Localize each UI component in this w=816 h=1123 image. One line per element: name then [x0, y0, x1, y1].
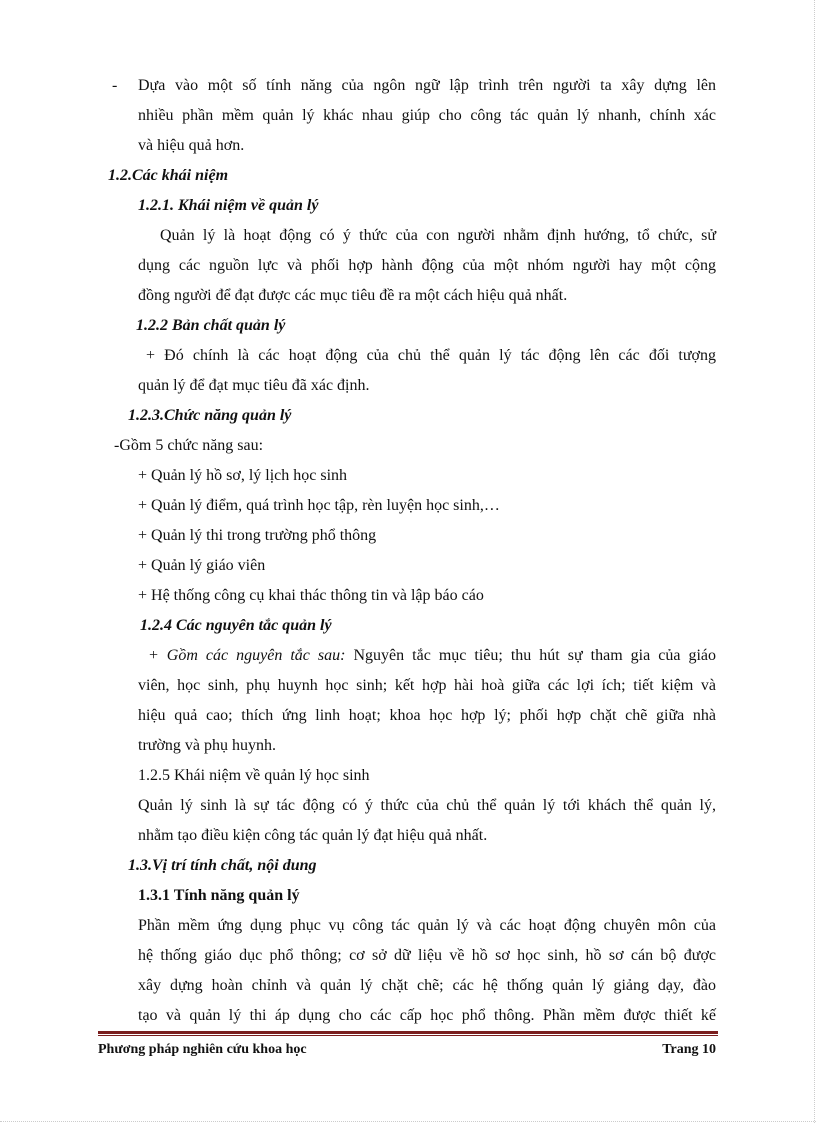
bullet-dash: - — [112, 77, 118, 94]
heading-1-2-3: 1.2.3.Chức năng quản lý — [128, 407, 292, 424]
para-6-line-1: Phần mềm ứng dụng phục vụ công tác quản lý và các hoạt động chuyên môn của — [138, 917, 716, 934]
para-4-line-4: trường và phụ huynh. — [138, 737, 277, 754]
bullet-line-3: và hiệu quả hơn. — [138, 137, 245, 154]
para-2-line-1: + Đó chính là các hoạt động của chủ thể quản lý tác động lên các đối tượng — [146, 347, 716, 364]
heading-1-3-1: 1.3.1 Tính năng quản lý — [138, 887, 300, 904]
bullet-line-1: Dựa vào một số tính năng của ngôn ngữ lập trình trên người ta xây dựng lên — [138, 77, 716, 94]
para-1-line-1: Quản lý là hoạt động có ý thức của con người nhằm định hướng, tổ chức, sử — [160, 227, 716, 244]
para-6-line-2: hệ thống giáo dục phổ thông; cơ sở dữ liệu về hồ sơ học sinh, hồ sơ cán bộ được — [138, 947, 716, 964]
function-item-3: + Quản lý thi trong trường phổ thông — [138, 527, 377, 544]
footer-rule-thin — [98, 1035, 718, 1036]
bullet-line-2: nhiều phần mềm quản lý khác nhau giúp cho công tác quản lý nhanh, chính xác — [138, 107, 716, 124]
para-1-line-3: đồng người để đạt được các mục tiêu đề ra một cách hiệu quả nhất. — [138, 287, 568, 304]
para-4-line-1 — [148, 646, 716, 666]
principles-rest: Nguyên tắc mục tiêu; thu hút sự tham gia của giáo — [353, 647, 716, 664]
para-4-line-3: hiệu quả cao; thích ứng linh hoạt; khoa học hợp lý; phối hợp chặt chẽ giữa nhà — [138, 707, 716, 724]
para-6-line-4: tạo và quản lý thi áp dụng cho các cấp học phổ thông. Phần mềm được thiết kế — [138, 1007, 716, 1024]
footer-rule-thick — [98, 1031, 718, 1034]
function-item-1: + Quản lý hồ sơ, lý lịch học sinh — [138, 467, 348, 484]
functions-intro: -Gồm 5 chức năng sau: — [114, 437, 264, 454]
para-5-line-2: nhằm tạo điều kiện công tác quản lý đạt hiệu quả nhất. — [138, 827, 488, 844]
heading-1-3: 1.3.Vị trí tính chất, nội dung — [128, 857, 317, 874]
heading-1-2-4: 1.2.4 Các nguyên tắc quản lý — [140, 617, 332, 634]
heading-1-2: 1.2.Các khái niệm — [108, 167, 229, 184]
heading-1-2-2: 1.2.2 Bản chất quản lý — [136, 317, 286, 334]
para-2-line-2: quản lý để đạt mục tiêu đã xác định. — [138, 377, 370, 394]
function-item-5: + Hệ thống công cụ khai thác thông tin và lập báo cáo — [138, 587, 484, 604]
function-item-2: + Quản lý điểm, quá trình học tập, rèn luyện học sinh,… — [138, 497, 500, 514]
footer-title: Phương pháp nghiên cứu khoa học — [98, 1042, 307, 1057]
para-1-line-2: dụng các nguồn lực và phối hợp hành động của một nhóm người hay một cộng — [138, 257, 716, 274]
principles-lead: + Gồm các nguyên tắc sau: — [148, 647, 346, 664]
page-edge-right — [814, 0, 815, 1123]
page-edge-bottom — [0, 1121, 816, 1122]
para-5-line-1: Quản lý sinh là sự tác động có ý thức của chủ thể quản lý tới khách thể quản lý, — [138, 797, 716, 814]
function-item-4: + Quản lý giáo viên — [138, 557, 266, 574]
page-number: Trang 10 — [662, 1042, 716, 1057]
heading-1-2-5: 1.2.5 Khái niệm về quản lý học sinh — [138, 767, 370, 784]
heading-1-2-1: 1.2.1. Khái niệm về quản lý — [138, 197, 319, 214]
para-6-line-3: xây dựng hoàn chỉnh và quản lý chặt chẽ; các hệ thống quản lý giảng dạy, đào — [138, 977, 716, 994]
para-4-line-2: viên, học sinh, phụ huynh học sinh; kết hợp hài hoà giữa các lợi ích; tiết kiệm và — [138, 677, 716, 694]
